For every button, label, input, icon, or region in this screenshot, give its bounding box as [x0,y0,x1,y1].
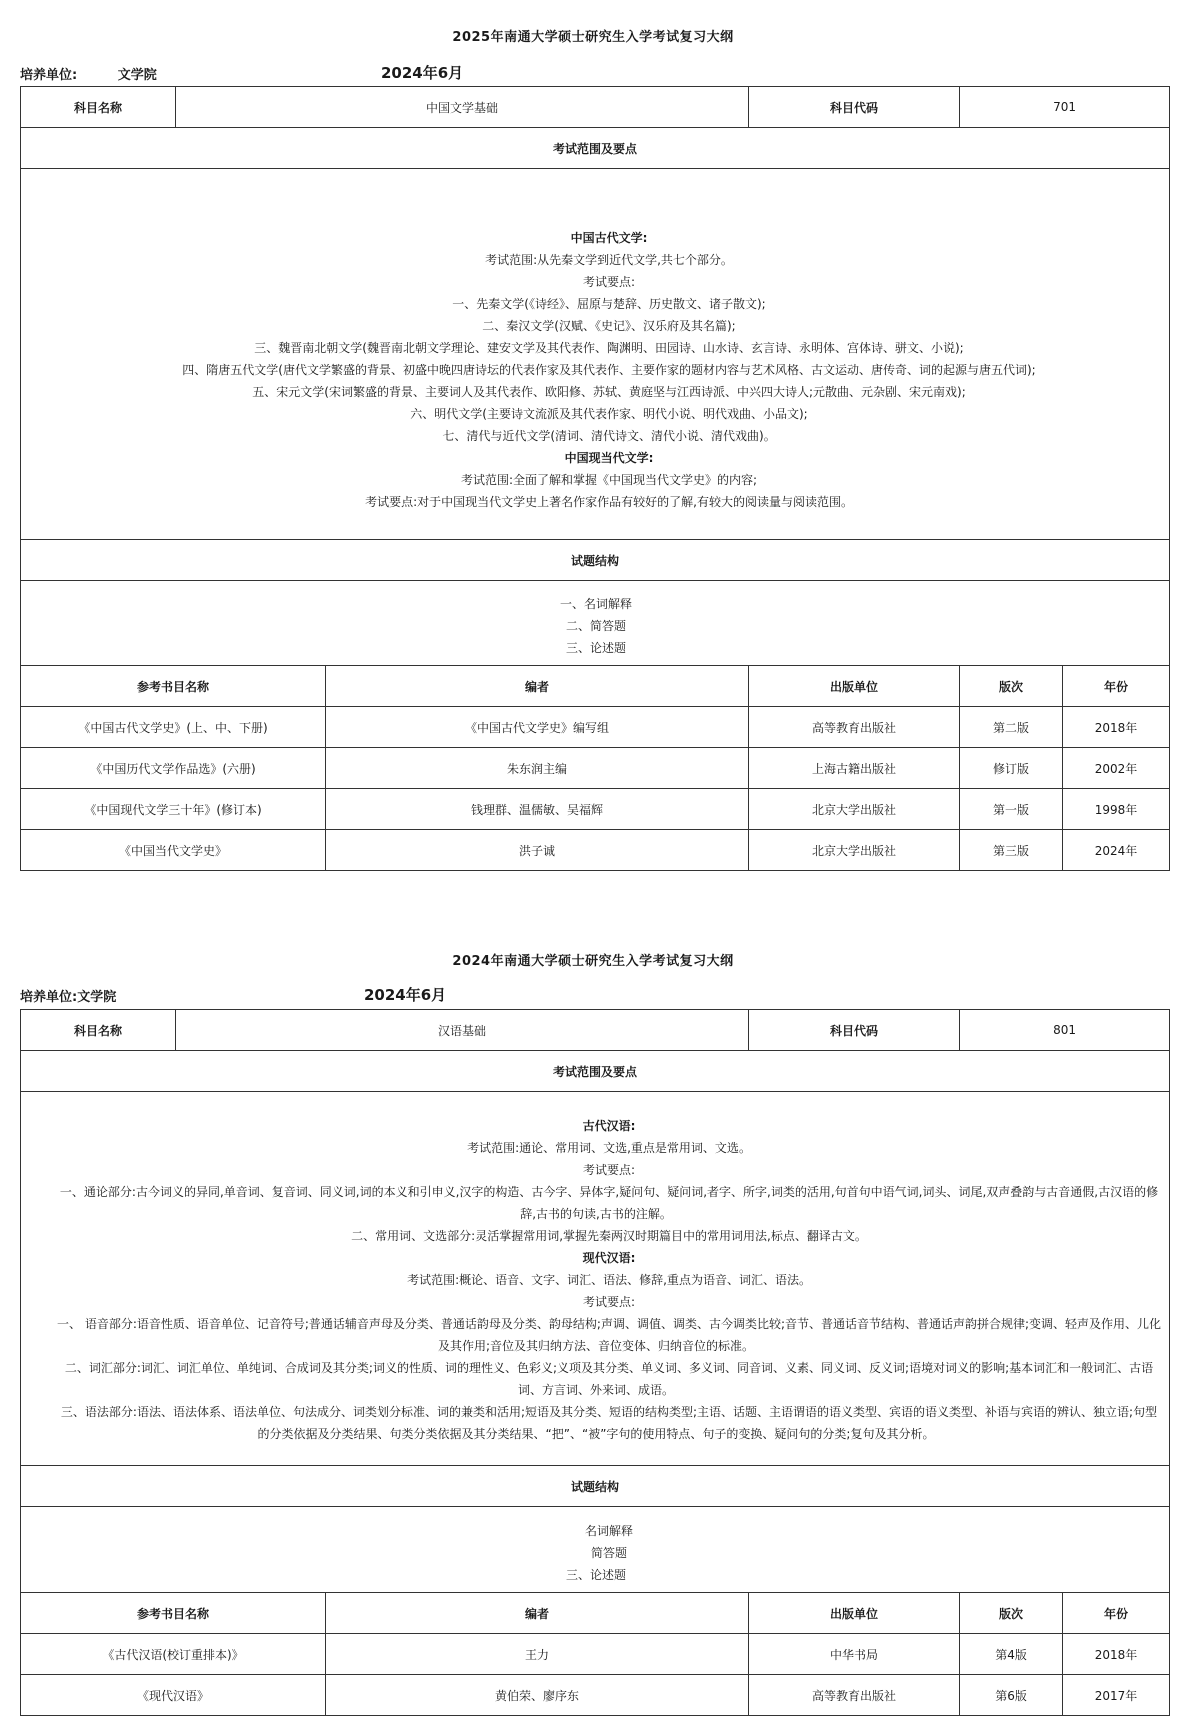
book-title: 《古代汉语(校订重排本)》 [21,1634,326,1675]
unit-value: 文学院 [77,990,117,1005]
structure-item: 三、论述题 [566,641,627,655]
content-heading: 现代汉语: [582,1250,636,1265]
content-line: 考试要点: [582,1294,636,1309]
scope-content [21,169,1170,540]
book-row [21,1634,1170,1675]
content-heading: 古代汉语: [582,1118,636,1133]
book-publisher: 北京大学出版社 [749,830,960,871]
content-line: 考试要点: [582,275,636,289]
subject-name: 中国文学基础 [176,87,749,128]
book-editor: 《中国古代文学史》编写组 [326,707,749,748]
content-line: 七、清代与近代文学(清词、清代诗文、清代小说、清代戏曲)。 [442,429,776,443]
subject-code-label: 科目代码 [749,1010,960,1051]
book-row [21,748,1170,789]
books-header-publisher: 出版单位 [749,666,960,707]
content-line: 二、常用词、文选部分:灵活掌握常用词,掌握先秦两汉时期篇目中的常用词用法,标点、翻译古文。 [351,1228,867,1243]
outline-date: 2024年6月 [364,986,447,1004]
book-edition: 第三版 [960,830,1063,871]
book-editor: 黄伯荣、廖序东 [326,1675,749,1716]
content-line: 一、先秦文学(《诗经》、屈原与楚辞、历史散文、诸子散文); [452,297,766,311]
subject-name-label: 科目名称 [21,87,176,128]
structure-item: 一、名词解释 [560,597,633,611]
training-unit [20,64,157,83]
books-header-title: 参考书目名称 [21,1593,326,1634]
content-line: 三、语法部分:语法、语法体系、语法单位、句法成分、词类划分标准、词的兼类和活用;短语及其分类、短语的结构类型;主语、话题、主语谓语的语义类型、宾语的语义类型、补语与宾语的辨认、独立语;句型的分类依据及分类结果、句类分类依据及其分类结果、“把”、“被”字句的使用特点、句子的变换、疑问句的分类;复句及其分析。 [60,1404,1158,1441]
books-header-row [21,666,1170,707]
content-line: 考试范围:概论、语音、文字、词汇、语法、修辞,重点为语音、词汇、语法。 [407,1272,811,1287]
book-title: 《中国历代文学作品选》(六册) [21,748,326,789]
structure-content [21,1507,1170,1593]
content-line: 六、明代文学(主要诗文流派及其代表作家、明代小说、明代戏曲、小品文); [410,407,808,421]
content-line: 考试范围:通论、常用词、文选,重点是常用词、文选。 [467,1140,751,1155]
books-header-editor: 编者 [326,1593,749,1634]
content-line: 二、词汇部分:词汇、词汇单位、单纯词、合成词及其分类;词义的性质、词的理性义、色彩义;义项及其分类、单义词、多义词、同音词、义素、同义词、反义词;语境对词义的影响;基本词汇和一般词汇、古语词、方言词、外来词、成语。 [64,1360,1154,1397]
page-title: 2025年南通大学硕士研究生入学考试复习大纲 [452,30,734,45]
subject-name: 汉语基础 [176,1010,749,1051]
book-year: 2024年 [1063,830,1170,871]
outline-date: 2024年6月 [381,64,464,82]
structure-content [21,581,1170,666]
book-year: 1998年 [1063,789,1170,830]
book-publisher: 上海古籍出版社 [749,748,960,789]
books-header-year: 年份 [1063,1593,1170,1634]
content-line: 三、魏晋南北朝文学(魏晋南北朝文学理论、建安文学及其代表作、陶渊明、田园诗、山水诗、玄言诗、永明体、宫体诗、骈文、小说); [254,341,964,355]
content-line: 一、 语音部分:语音性质、语音单位、记音符号;普通话辅音声母及分类、普通话韵母及分类、韵母结构;声调、调值、调类、古今调类比较;音节、普通话音节结构、普通话声韵拼合规律;变调、轻声及作用、儿化及其作用;音位及其归纳方法、音位变体、归纳音位的标准。 [57,1316,1162,1353]
book-row [21,830,1170,871]
book-publisher: 高等教育出版社 [749,1675,960,1716]
book-publisher: 中华书局 [749,1634,960,1675]
book-editor: 王力 [326,1634,749,1675]
content-line: 四、隋唐五代文学(唐代文学繁盛的背景、初盛中晚四唐诗坛的代表作家及其代表作、主要作家的题材内容与艺术风格、古文运动、唐传奇、词的起源与唐五代词); [182,363,1036,377]
book-year: 2018年 [1063,707,1170,748]
unit-label: 培养单位: [20,68,78,83]
book-row [21,707,1170,748]
book-year: 2002年 [1063,748,1170,789]
structure-item: 名词解释 [585,1523,634,1538]
book-title: 《中国古代文学史》(上、中、下册) [21,707,326,748]
structure-item: 三、论述题 [566,1567,627,1582]
book-year: 2017年 [1063,1675,1170,1716]
book-edition: 第二版 [960,707,1063,748]
book-title: 《中国现代文学三十年》(修订本) [21,789,326,830]
subject-code: 801 [960,1010,1170,1051]
book-title: 《现代汉语》 [21,1675,326,1716]
book-publisher: 北京大学出版社 [749,789,960,830]
book-edition: 第4版 [960,1634,1063,1675]
structure-item: 简答题 [591,1545,628,1560]
books-header-row [21,1593,1170,1634]
books-header-year: 年份 [1063,666,1170,707]
content-line: 考试范围:全面了解和掌握《中国现当代文学史》的内容; [460,473,758,487]
training-unit [20,986,116,1005]
scope-header: 考试范围及要点 [21,128,1170,169]
content-heading: 中国古代文学: [570,231,648,245]
scope-header: 考试范围及要点 [21,1051,1170,1092]
structure-header: 试题结构 [21,1466,1170,1507]
content-line: 考试范围:从先秦文学到近代文学,共七个部分。 [485,253,733,267]
book-editor: 洪子诚 [326,830,749,871]
content-line: 考试要点: [582,1162,636,1177]
books-header-editor: 编者 [326,666,749,707]
page-title: 2024年南通大学硕士研究生入学考试复习大纲 [452,954,734,969]
book-year: 2018年 [1063,1634,1170,1675]
book-row [21,789,1170,830]
books-header-publisher: 出版单位 [749,1593,960,1634]
subject-code-label: 科目代码 [749,87,960,128]
books-header-edition: 版次 [960,1593,1063,1634]
book-edition: 修订版 [960,748,1063,789]
content-line: 五、宋元文学(宋词繁盛的背景、主要词人及其代表作、欧阳修、苏轼、黄庭坚与江西诗派、中兴四大诗人;元散曲、元杂剧、宋元南戏); [252,385,966,399]
book-edition: 第一版 [960,789,1063,830]
structure-item: 二、简答题 [566,619,627,633]
book-edition: 第6版 [960,1675,1063,1716]
content-heading: 中国现当代文学: [564,451,654,465]
content-line: 二、秦汉文学(汉赋、《史记》、汉乐府及其名篇); [482,319,736,333]
unit-value: 文学院 [117,68,157,83]
books-header-edition: 版次 [960,666,1063,707]
books-header-title: 参考书目名称 [21,666,326,707]
content-line: 一、通论部分:古今词义的异同,单音词、复音词、同义词,词的本义和引申义,汉字的构造、古今字、异体字,疑问句、疑问词,者字、所字,词类的活用,句首句中语气词,词头、词尾,双声叠韵与古音通假,古汉语的修辞,古书的句读,古书的注解。 [59,1184,1159,1221]
book-row [21,1675,1170,1716]
book-editor: 朱东润主编 [326,748,749,789]
structure-header: 试题结构 [21,540,1170,581]
book-title: 《中国当代文学史》 [21,830,326,871]
unit-label: 培养单位: [20,990,78,1005]
subject-name-label: 科目名称 [21,1010,176,1051]
content-line: 考试要点:对于中国现当代文学史上著名作家作品有较好的了解,有较大的阅读量与阅读范围。 [365,495,853,509]
book-publisher: 高等教育出版社 [749,707,960,748]
outline-table [20,86,1170,871]
scope-content [21,1092,1170,1466]
outline-table [20,1009,1170,1716]
subject-code: 701 [960,87,1170,128]
book-editor: 钱理群、温儒敏、吴福辉 [326,789,749,830]
